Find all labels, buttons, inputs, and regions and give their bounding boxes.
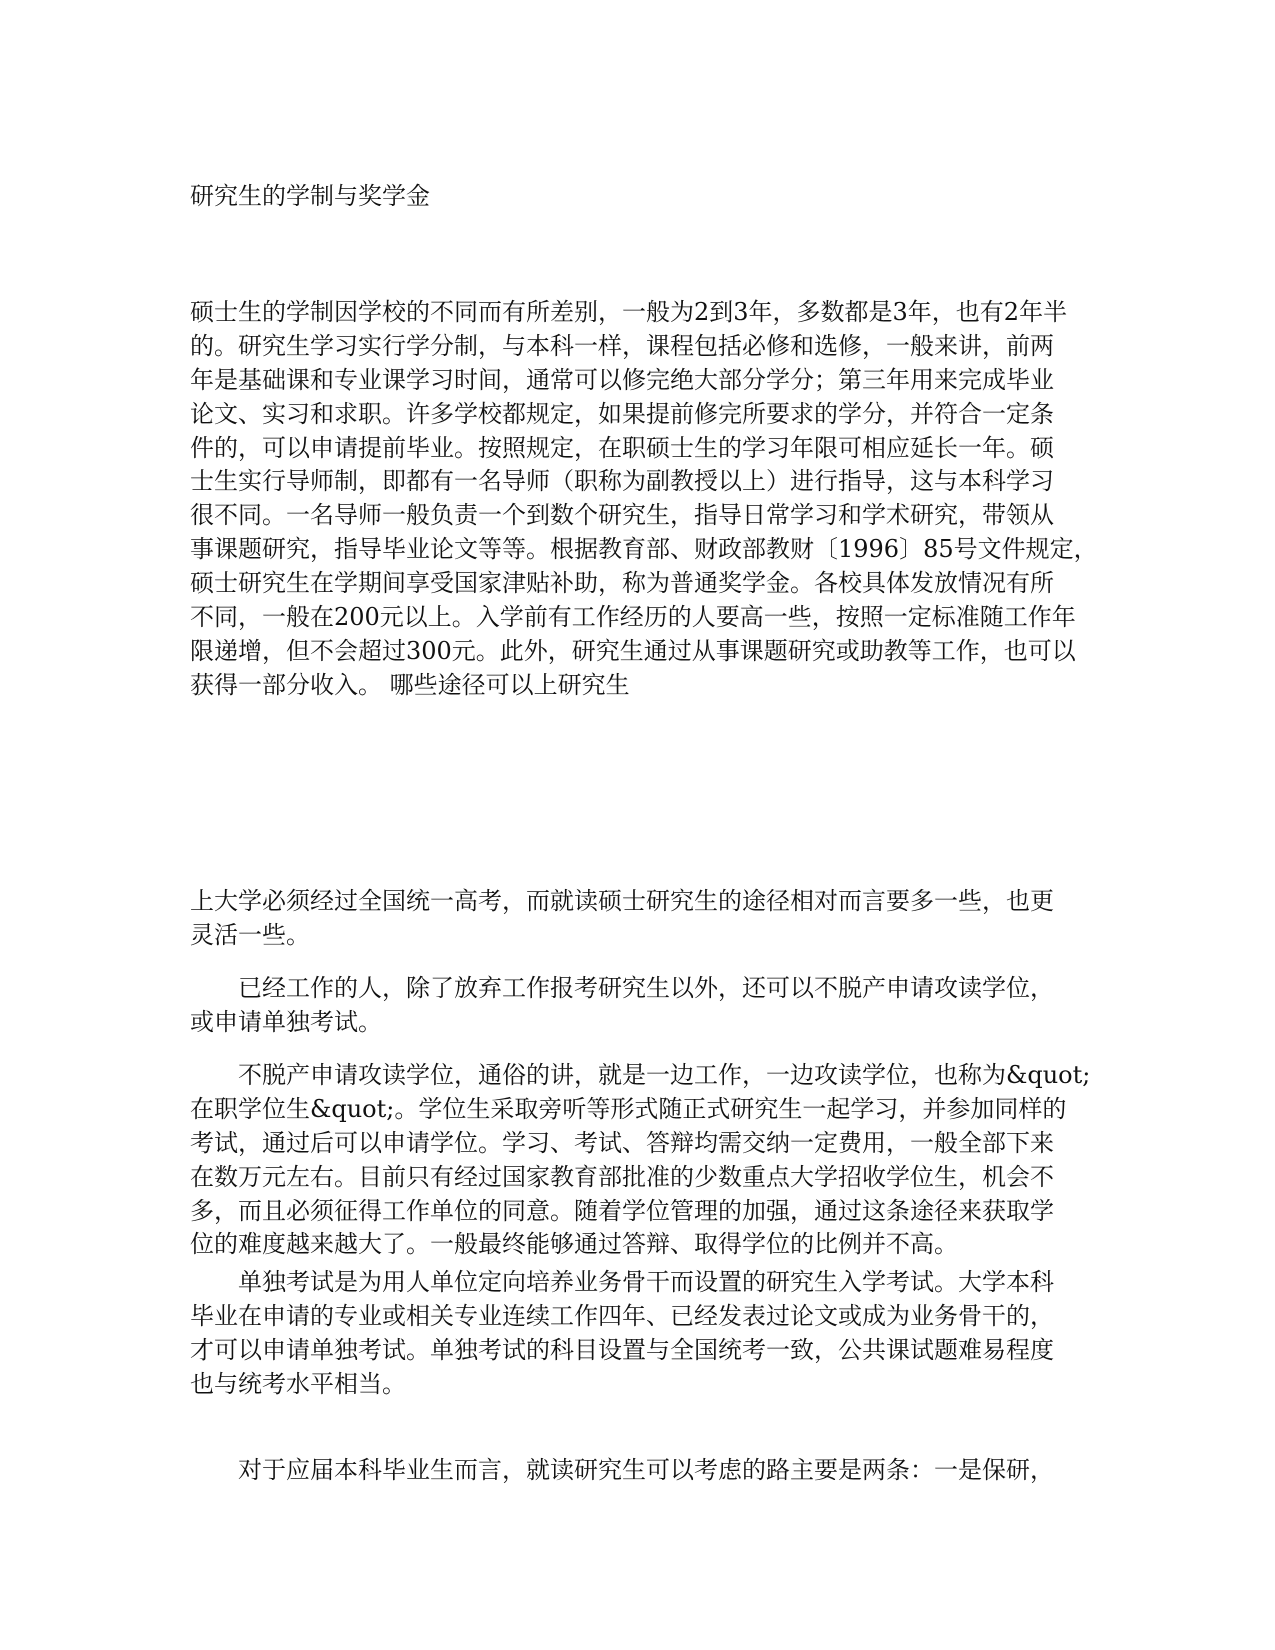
text-line: 毕业在申请的专业或相关专业连续工作四年、已经发表过论文或成为业务骨干的， <box>190 1301 1054 1330</box>
text-line: 很不同。一名导师一般负责一个到数个研究生，指导日常学习和学术研究，带领从 <box>190 501 1054 530</box>
text-line: 单独考试是为用人单位定向培养业务骨干而设置的研究生入学考试。大学本科 <box>238 1268 1054 1296</box>
paragraph-working-applicants <box>190 972 1090 1040</box>
text-line: 论文、实习和求职。许多学校都规定，如果提前修完所要求的学分，并符合一定条 <box>190 399 1054 428</box>
text-line: 上大学必须经过全国统一高考，而就读硕士研究生的途径相对而言要多一些，也更 <box>190 887 1054 915</box>
text-line: 事课题研究，指导毕业论文等等。根据教育部、财政部教财〔1996〕85号文件规定， <box>190 535 1098 564</box>
text-line: 件的，可以申请提前毕业。按照规定，在职硕士生的学习年限可相应延长一年。硕 <box>190 433 1054 462</box>
paragraph-admission-routes <box>190 885 1090 953</box>
text-line: 限递增，但不会超过300元。此外，研究生通过从事课题研究或助教等工作，也可以 <box>190 636 1076 665</box>
text-line: 的。研究生学习实行学分制，与本科一样，课程包括必修和选修，一般来讲，前两 <box>190 331 1054 360</box>
text-line: 硕士研究生在学期间享受国家津贴补助，称为普通奖学金。各校具体发放情况有所 <box>190 569 1054 598</box>
text-line: 才可以申请单独考试。单独考试的科目设置与全国统考一致，公共课试题难易程度 <box>190 1335 1054 1364</box>
text-line: 考试，通过后可以申请学位。学习、考试、答辩均需交纳一定费用，一般全部下来 <box>190 1128 1054 1157</box>
paragraph-separate-exam <box>190 1266 1090 1402</box>
text-line: 也与统考水平相当。 <box>190 1369 406 1398</box>
text-line: 获得一部分收入。 哪些途径可以上研究生 <box>190 670 630 699</box>
text-line: 士生实行导师制，即都有一名导师（职称为副教授以上）进行指导，这与本科学习 <box>190 467 1054 496</box>
text-line: 不同，一般在200元以上。入学前有工作经历的人要高一些，按照一定标准随工作年 <box>190 603 1076 632</box>
document-title: 研究生的学制与奖学金 <box>190 182 430 210</box>
text-line: 年是基础课和专业课学习时间，通常可以修完绝大部分学分；第三年用来完成毕业 <box>190 365 1054 394</box>
text-line: 位的难度越来越大了。一般最终能够通过答辩、取得学位的比例并不高。 <box>190 1230 958 1259</box>
text-line: 灵活一些。 <box>190 920 310 949</box>
text-line: 对于应届本科毕业生而言，就读研究生可以考虑的路主要是两条：一是保研， <box>238 1456 1054 1484</box>
paragraph-fresh-graduates <box>190 1454 1090 1488</box>
text-line: 在职学位生&quot;。学位生采取旁听等形式随正式研究生一起学习，并参加同样的 <box>190 1094 1067 1123</box>
paragraph-duration-scholarship <box>190 296 1098 703</box>
text-line: 已经工作的人，除了放弃工作报考研究生以外，还可以不脱产申请攻读学位， <box>238 974 1054 1002</box>
text-line: 硕士生的学制因学校的不同而有所差别，一般为2到3年，多数都是3年，也有2年半 <box>190 298 1068 326</box>
text-line: 或申请单独考试。 <box>190 1007 382 1036</box>
text-line: 在数万元左右。目前只有经过国家教育部批准的少数重点大学招收学位生，机会不 <box>190 1162 1054 1191</box>
paragraph-in-service-degree <box>190 1059 1090 1262</box>
text-line: 不脱产申请攻读学位，通俗的讲，就是一边工作，一边攻读学位，也称为&quot; <box>238 1061 1091 1089</box>
text-line: 多，而且必须征得工作单位的同意。随着学位管理的加强，通过这条途径来获取学 <box>190 1196 1054 1225</box>
